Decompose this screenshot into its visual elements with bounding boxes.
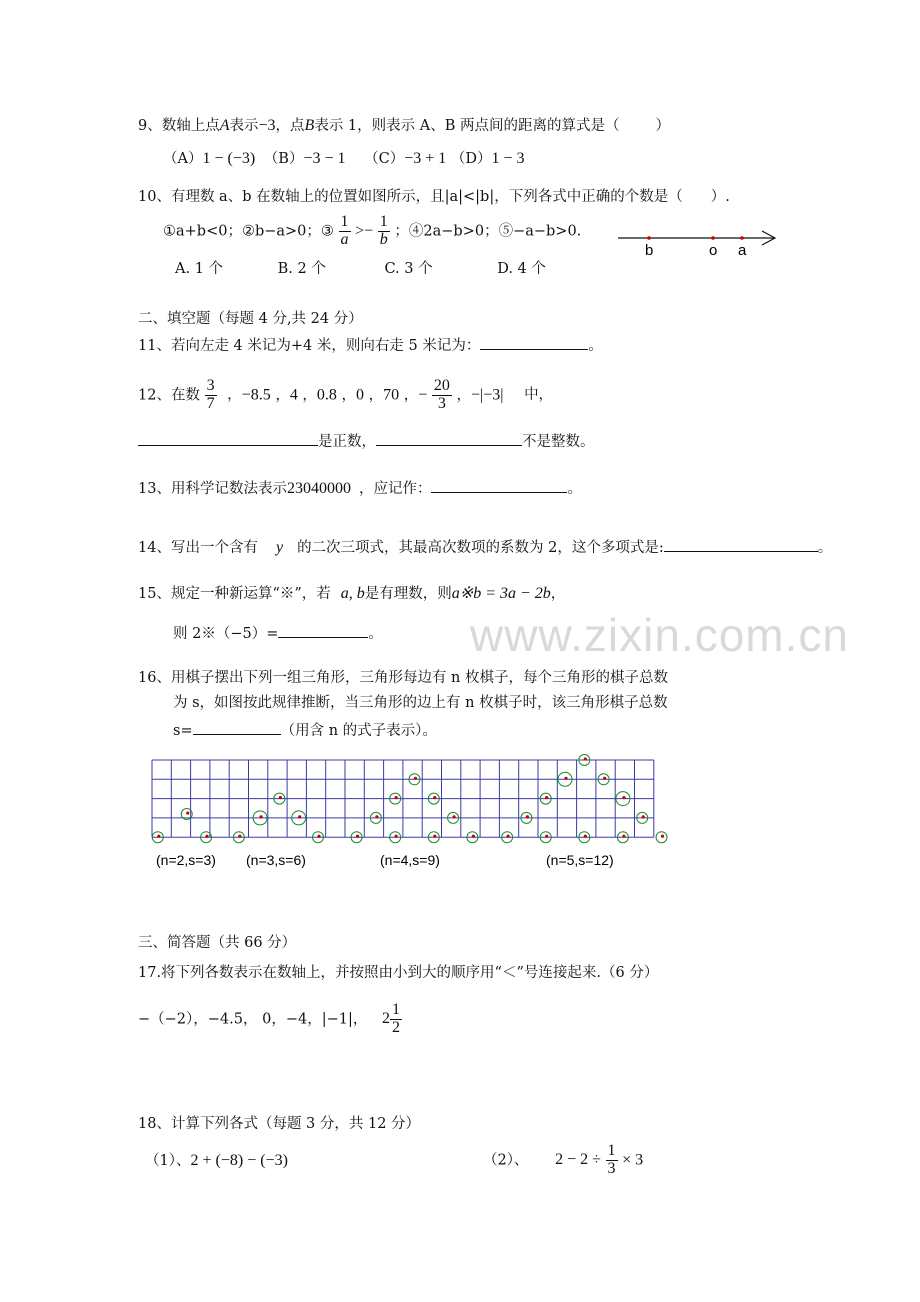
q13-answer-blank[interactable] xyxy=(431,478,567,493)
q12-frac-20-3: $\frac{20}{3}$ xyxy=(433,377,450,412)
chess-piece-dot xyxy=(545,835,548,838)
q11-answer-blank[interactable] xyxy=(480,335,588,350)
q12-blank-nonint[interactable] xyxy=(376,431,522,446)
q12-line2: 是正数， 不是整数。 xyxy=(138,431,595,451)
q16-line2: 为 s，如图按此规律推断，当三角形的边上有 n 枚棋子时，该三角形棋子总数 xyxy=(173,695,668,711)
chess-piece-dot xyxy=(584,835,587,838)
q10-option-d[interactable]: D. 4 个 xyxy=(497,261,546,277)
section-3-title: 三、简答题（共 66 分） xyxy=(138,935,297,951)
q9-option-a[interactable]: （A）1 − (−3) xyxy=(163,150,256,167)
q11: 11、若向左走 4 米记为+4 米，则向右走 5 米记为： 。 xyxy=(138,335,603,355)
chess-piece-dot xyxy=(317,835,320,838)
axis-label-a: a xyxy=(738,242,747,259)
q15-line2: 则 2※（−5）= 。 xyxy=(173,623,383,643)
q9-option-c[interactable]: （C）−3 + 1 xyxy=(364,150,447,167)
chess-piece-dot xyxy=(395,796,398,799)
chess-piece-dot xyxy=(661,835,664,838)
figure-label-n2: (n=2,s=3) xyxy=(156,852,216,868)
q9-options xyxy=(163,149,525,168)
q10-frac-1b: $\frac{1}{b}$ xyxy=(379,213,388,248)
q9-option-d[interactable]: （D）1 − 3 xyxy=(450,150,525,167)
q13: 13、用科学记数法表示23040000 ，应记作： 。 xyxy=(138,480,582,497)
chess-piece-dot xyxy=(584,757,587,760)
q12-blank-positive[interactable] xyxy=(138,431,318,446)
q12-line1: 12、在数 $\frac{3}{7}$ ，−8.5 ，4 ，0.8 ，0 ，70 ，− $\frac{20}{3}$ ，−|−3| 中， xyxy=(138,377,554,412)
axis-label-o: o xyxy=(709,242,718,259)
chess-piece-dot xyxy=(433,835,436,838)
q16-chess-figure xyxy=(140,752,680,874)
chess-piece-dot xyxy=(642,815,645,818)
q18-frac-1-3: $\frac{1}{3}$ xyxy=(607,1142,616,1177)
chess-piece-dot xyxy=(279,796,282,799)
q14: 14、写出一个含有 y 的二次三项式，其最高次数项的系数为 2，这个多项式是: 。 xyxy=(138,539,833,556)
q9-option-b[interactable]: （B）−3 − 1 xyxy=(263,150,346,167)
chess-piece-dot xyxy=(507,835,510,838)
chess-piece-dot xyxy=(356,835,359,838)
chess-piece-dot xyxy=(622,796,625,799)
q12-frac-3-7: $\frac{3}{7}$ xyxy=(206,377,215,412)
q10-frac-1a: $\frac{1}{a}$ xyxy=(340,213,349,248)
chess-piece-dot xyxy=(564,777,567,780)
chess-piece-dot xyxy=(238,835,241,838)
chess-piece-dot xyxy=(186,811,189,814)
q18-part2: （2）、 2 − 2 ÷ $\frac{1}{3}$ × 3 xyxy=(483,1142,644,1177)
q17-mixed-frac: $\frac{1}{2}$ xyxy=(391,1001,400,1036)
q15-answer-blank[interactable] xyxy=(278,623,368,638)
chess-piece-dot xyxy=(298,815,301,818)
chess-piece-dot xyxy=(433,796,436,799)
figure-label-n3: (n=3,s=6) xyxy=(246,852,306,868)
chess-piece-dot xyxy=(205,835,208,838)
chess-piece-dot xyxy=(452,815,455,818)
q16-line1: 16、用棋子摆出下列一组三角形，三角形每边有 n 枚棋子，每个三角形的棋子总数 xyxy=(138,670,669,686)
q10-option-b[interactable]: B. 2 个 xyxy=(277,261,326,277)
q10-option-c[interactable]: C. 3 个 xyxy=(384,261,433,277)
q18-stem: 18、计算下列各式（每题 3 分，共 12 分） xyxy=(138,1116,421,1132)
chess-piece-dot xyxy=(472,835,475,838)
chess-piece-dot xyxy=(157,835,160,838)
q17-numbers: −（−2），−4.5， 0，−4，|−1|， 2 $\frac{1}{2}$ xyxy=(138,1001,400,1036)
figure-label-n5: (n=5,s=12) xyxy=(546,852,614,868)
chess-piece-dot xyxy=(395,835,398,838)
chess-piece-dot xyxy=(414,777,417,780)
watermark: www.zixin.com.cn xyxy=(470,609,849,661)
chess-piece-dot xyxy=(545,796,548,799)
q17-stem: 17.将下列各数表示在数轴上，并按照由小到大的顺序用“＜”号连接起来.（6 分） xyxy=(138,965,659,981)
q10-stem: 10、有理数 a、b 在数轴上的位置如图所示，且|a|<|b|，下列各式中正确的个数是（ ）. xyxy=(138,189,730,205)
q16-answer-blank[interactable] xyxy=(193,720,281,735)
chess-piece-dot xyxy=(622,835,625,838)
chess-piece-dot xyxy=(375,815,378,818)
q18-part1: （1）、2 + (−8) − (−3) xyxy=(145,1152,288,1169)
q16-line3: s= （用含 n 的式子表示）。 xyxy=(173,720,437,740)
q15-line1: 15、规定一种新运算“※”，若 a, b是有理数，则a※b = 3a − 2b， xyxy=(138,585,566,602)
q10-number-line xyxy=(612,222,782,262)
figure-label-n4: (n=4,s=9) xyxy=(380,852,440,868)
q10-option-a[interactable]: A. 1 个 xyxy=(175,261,224,277)
q10-options xyxy=(175,261,546,278)
chess-piece-dot xyxy=(603,777,606,780)
q14-answer-blank[interactable] xyxy=(664,537,818,552)
chess-piece-dot xyxy=(526,815,529,818)
chess-piece-dot xyxy=(259,815,262,818)
axis-label-b: b xyxy=(645,242,654,259)
section-2-title: 二、填空题（每题 4 分,共 24 分） xyxy=(138,311,363,327)
q9-stem: 9、数轴上点A表示−3，点B表示 1，则表示 A、B 两点间的距离的算式是（ ） xyxy=(138,117,671,134)
q10-items: ①a+b<0；②b−a>0；③ $\frac{1}{a}$ >− $\frac{1}{b}$ ；④2a−b>0；⑤−a−b>0. xyxy=(163,213,582,248)
